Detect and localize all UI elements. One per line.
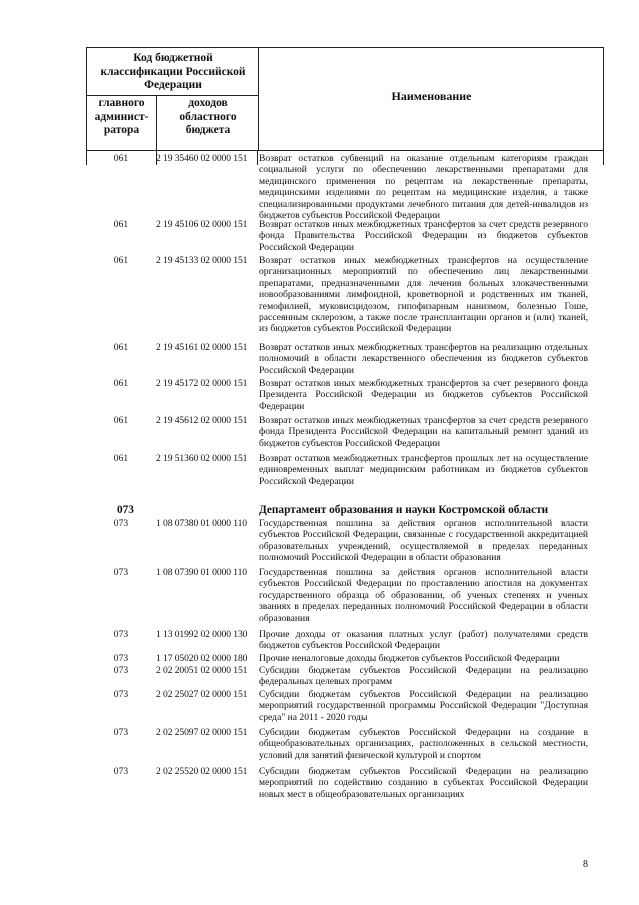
- name-cell: Возврат остатков иных межбюджетных трансфертов на реализацию отдельных полномочий в области лекарственного обеспечения из бюджетов субъектов Российской Федерации: [259, 342, 588, 376]
- admin-code-cell: 073: [113, 567, 129, 578]
- name-cell: Прочие неналоговые доходы бюджетов субъектов Российской Федерации: [259, 653, 560, 664]
- admin-code-cell: 073: [113, 689, 129, 700]
- header-name-column: Наименование: [391, 89, 472, 103]
- income-code-cell: 2 19 45612 02 0000 151: [156, 415, 248, 426]
- admin-code-cell: 061: [113, 255, 129, 266]
- name-cell: Возврат остатков иных межбюджетных трансфертов за счет средств резервного фонда Президента Российской Федерации на капитальный ремонт зданий из бюджетов субъектов Российской Федерации: [259, 415, 588, 449]
- name-cell: Государственная пошлина за действия органов исполнительной власти субъектов Российской Федерации по проставлению апостиля на документах государственного образца об образовании, об ученых степенях и ученых званиях в пределах переданных полномочий Российской Федерации в области образования: [259, 567, 588, 624]
- admin-code-cell: 061: [113, 415, 129, 426]
- page-number: 8: [583, 859, 588, 870]
- income-code-cell: 2 19 51360 02 0000 151: [156, 453, 248, 464]
- admin-code-cell: 073: [113, 653, 129, 664]
- name-cell: Субсидии бюджетам субъектов Российской Федерации на создание в общеобразовательных организациях, расположенных в сельской местности, условий для занятий физической культурой и спортом: [259, 727, 588, 761]
- name-cell: Субсидии бюджетам субъектов Российской Федерации на реализацию федеральных целевых программ: [259, 665, 588, 688]
- income-code-cell: 2 02 25520 02 0000 151: [156, 766, 248, 777]
- income-code-cell: 2 02 20051 02 0000 151: [156, 665, 248, 676]
- income-code-cell: 1 08 07390 01 0000 110: [156, 567, 247, 578]
- header-admin-column: главного админист-ратора: [94, 97, 149, 136]
- admin-code-cell: 073: [113, 766, 129, 777]
- admin-code-cell: 061: [113, 378, 129, 389]
- admin-code-cell: 061: [113, 219, 129, 230]
- income-code-cell: 1 13 01992 02 0000 130: [156, 629, 248, 640]
- name-cell: Возврат остатков иных межбюджетных трансфертов на осуществление организационных мероприятий по обеспечению лиц лекарственными препаратами, предназначенными для лечения больных злокачественными новообразованиями лимфоидной, кроветворной и родственных им тканей, гемофилией, муковисцидозом, гипофизарным нанизмом, болезнью Гоше, рассеянным склерозом, а также после трансплантации органов и (или) тканей, из бюджетов субъектов Российской Федерации: [259, 255, 588, 335]
- name-cell: Субсидии бюджетам субъектов Российской Федерации на реализацию мероприятий по содействию созданию в субъектах Российской Федерации новых мест в общеобразовательных организациях: [259, 766, 588, 800]
- name-cell: Субсидии бюджетам субъектов Российской Федерации на реализацию мероприятий государственной программы Российской Федерации "Доступная среда" на 2011 - 2020 годы: [259, 689, 588, 723]
- admin-code-cell: 061: [113, 342, 129, 353]
- admin-code-cell: 073: [117, 504, 134, 516]
- income-code-cell: 2 19 45133 02 0000 151: [156, 255, 248, 266]
- name-cell: Возврат остатков иных межбюджетных трансфертов за счет средств резервного фонда Правительства Российской Федерации из бюджетов субъектов Российской Федерации: [259, 219, 588, 253]
- name-cell: Возврат остатков иных межбюджетных трансфертов за счет резервного фонда Президента Российской Федерации из бюджетов субъектов Российской Федерации: [259, 378, 588, 412]
- name-cell: Возврат остатков субвенций на оказание отдельным категориям граждан социальной услуги по обеспечению лекарственными препаратами для медицинского применения по рецептам на лекарственные препараты, медицинскими изделиями по рецептам на медицинские изделия, а также специализированными продуктами лечебного питания для детей-инвалидов из бюджетов субъектов Российской Федерации: [259, 153, 588, 222]
- admin-code-cell: 073: [113, 518, 129, 529]
- income-code-cell: 2 19 35460 02 0000 151: [156, 153, 248, 164]
- name-cell: Государственная пошлина за действия органов исполнительной власти субъектов Российской Федерации, связанные с государственной аккредитацией образовательных учреждений, осуществляемой в пределах переданных полномочий Российской Федерации в области образования: [259, 518, 588, 564]
- admin-code-cell: 061: [113, 453, 129, 464]
- admin-code-cell: 073: [113, 665, 129, 676]
- name-cell: Возврат остатков межбюджетных трансфертов прошлых лет на осуществление единовременных выплат медицинским работникам из бюджетов субъектов Российской Федерации: [259, 453, 588, 487]
- name-cell: Прочие доходы от оказания платных услуг (работ) получателями средств бюджетов субъектов Российской Федерации: [259, 629, 588, 652]
- table-header: [86, 47, 604, 151]
- income-code-cell: 2 02 25027 02 0000 151: [156, 689, 248, 700]
- income-code-cell: 2 19 45172 02 0000 151: [156, 378, 248, 389]
- income-code-cell: 2 02 25097 02 0000 151: [156, 727, 248, 738]
- header-group-title: Код бюджетной классификации Российской Федерации: [100, 52, 246, 91]
- admin-code-cell: 073: [113, 629, 129, 640]
- income-code-cell: 2 19 45161 02 0000 151: [156, 342, 248, 353]
- admin-code-cell: 073: [113, 727, 129, 738]
- income-code-cell: 1 17 05020 02 0000 180: [156, 653, 248, 664]
- admin-code-cell: 061: [113, 153, 129, 164]
- section-title: Департамент образования и науки Костромской области: [259, 504, 549, 516]
- header-income-column: доходов областного бюджета: [179, 97, 237, 136]
- income-code-cell: 2 19 45106 02 0000 151: [156, 219, 248, 230]
- income-code-cell: 1 08 07380 01 0000 110: [156, 518, 247, 529]
